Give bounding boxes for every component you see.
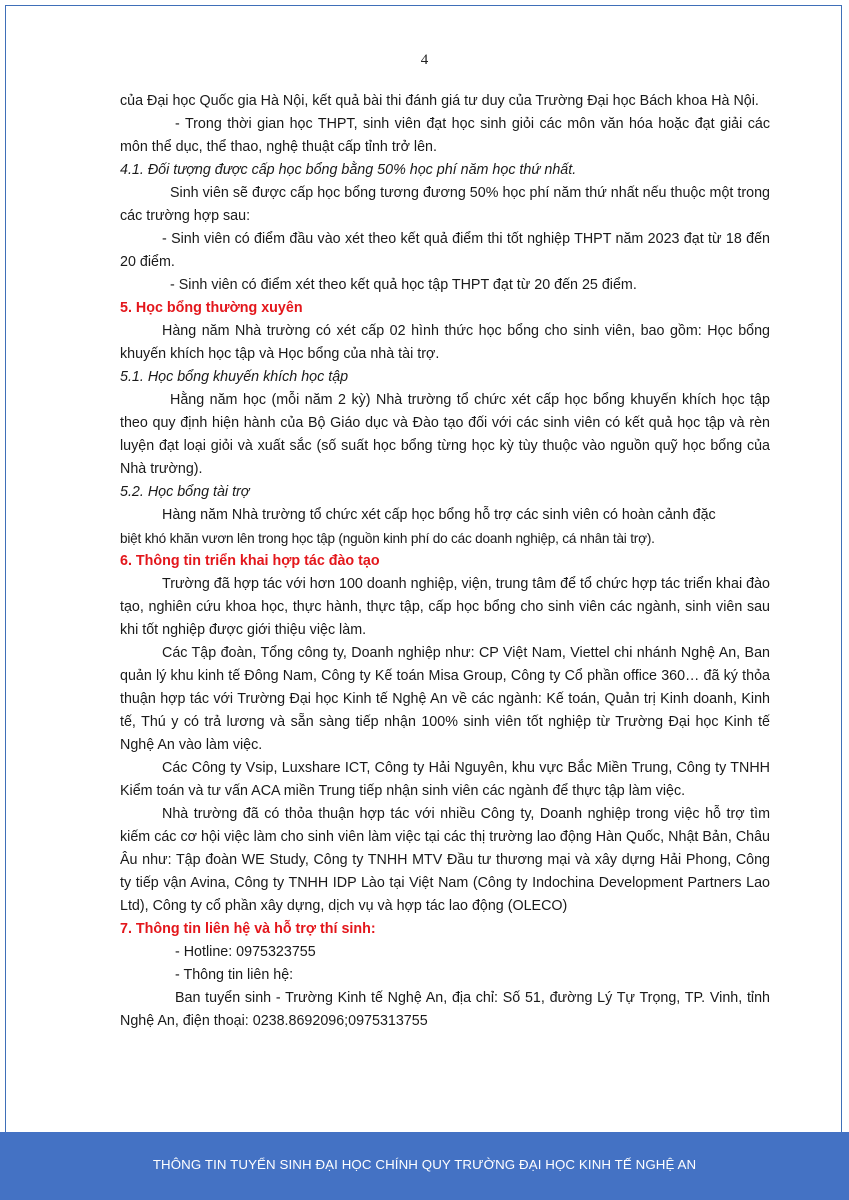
paragraph: Hàng năm Nhà trường có xét cấp 02 hình thức học bổng cho sinh viên, bao gồm: Học bổng khuyến khích học tập và Học bổng của nhà tài trợ. — [120, 323, 770, 362]
paragraph: Các Công ty Vsip, Luxshare ICT, Công ty Hải Nguyên, khu vực Bắc Miền Trung, Công ty TNHH Kiểm toán và tư vấn ACA miền Trung tiếp nhận sinh viên các ngành để thực tập làm việc. — [120, 760, 770, 799]
footer-text: THÔNG TIN TUYỂN SINH ĐẠI HỌC CHÍNH QUY TRƯỜNG ĐẠI HỌC KINH TẾ NGHỆ AN — [152, 1157, 697, 1172]
heading-5: 5. Học bổng thường xuyên — [120, 300, 303, 316]
document-body — [120, 90, 770, 1033]
paragraph: Trường đã hợp tác với hơn 100 doanh nghiệp, viện, trung tâm để tổ chức hợp tác triển khai đào tạo, nghiên cứu khoa học, thực hành, thực tập, cấp học bổng cho sinh viên các ngành, sinh viên sau khi tốt nghiệp được giới thiệu việc làm. — [120, 576, 770, 638]
paragraph: Sinh viên sẽ được cấp học bổng tương đương 50% học phí năm thứ nhất nếu thuộc một trong các trường hợp sau: — [120, 185, 770, 224]
contact-address: Ban tuyển sinh - Trường Kinh tế Nghệ An, địa chỉ: Số 51, đường Lý Tự Trọng, TP. Vinh, tỉnh Nghệ An, điện thoại: 0238.8692096;0975313755 — [120, 990, 770, 1029]
paragraph: Các Tập đoàn, Tổng công ty, Doanh nghiệp như: CP Việt Nam, Viettel chi nhánh Nghệ An, Ban quản lý khu kinh tế Đông Nam, Công ty Kế toán Misa Group, Công ty Cổ phần office 360… đã ký thỏa thuận hợp tác với Trường Đại học Kinh tế Nghệ An về các ngành: Kế toán, Quản trị Kinh doanh, Kinh tế, Thú y có trả lương và sẵn sàng tiếp nhận 100% sinh viên tốt nghiệp từ Trường Đại học Kinh tế Nghệ An vào làm việc. — [120, 645, 770, 753]
paragraph: của Đại học Quốc gia Hà Nội, kết quả bài thi đánh giá tư duy của Trường Đại học Bách khoa Hà Nội. — [120, 93, 759, 109]
list-item: - Sinh viên có điểm đầu vào xét theo kết quả điểm thi tốt nghiệp THPT năm 2023 đạt từ 18 đến 20 điểm. — [120, 231, 770, 270]
list-item: - Sinh viên có điểm xét theo kết quả học tập THPT đạt từ 20 đến 25 điểm. — [170, 277, 637, 293]
paragraph: Hàng năm Nhà trường tổ chức xét cấp học bổng hỗ trợ các sinh viên có hoàn cảnh đặc — [162, 507, 716, 523]
subheading-5-1: 5.1. Học bổng khuyến khích học tập — [120, 369, 349, 385]
page-number: 4 — [420, 52, 429, 68]
footer-bar — [0, 1132, 849, 1200]
paragraph: - Trong thời gian học THPT, sinh viên đạt học sinh giỏi các môn văn hóa hoặc đạt giải các môn thể dục, thể thao, nghệ thuật cấp tỉnh trở lên. — [120, 116, 770, 155]
subheading-4-1: 4.1. Đối tượng được cấp học bổng bằng 50% học phí năm học thứ nhất. — [120, 162, 577, 178]
hotline: - Hotline: 0975323755 — [175, 944, 316, 960]
paragraph: Hằng năm học (mỗi năm 2 kỳ) Nhà trường tổ chức xét cấp học bổng khuyến khích học tập theo quy định hiện hành của Bộ Giáo dục và Đào tạo đối với các sinh viên có kết quả học tập và rèn luyện đạt loại giỏi và xuất sắc (số suất học bổng từng học kỳ tùy thuộc vào nguồn quỹ học bổng của Nhà trường). — [120, 392, 770, 477]
contact-label: - Thông tin liên hệ: — [175, 967, 294, 983]
heading-6: 6. Thông tin triển khai hợp tác đào tạo — [120, 553, 380, 569]
paragraph-continued: biệt khó khăn vươn lên trong học tập (nguồn kinh phí do các doanh nghiệp, cá nhân tài trợ). — [120, 531, 655, 546]
subheading-5-2: 5.2. Học bổng tài trợ — [120, 484, 250, 500]
paragraph: Nhà trường đã có thỏa thuận hợp tác với nhiều Công ty, Doanh nghiệp trong việc hỗ trợ tìm kiếm các cơ hội việc làm cho sinh viên làm việc tại các thị trường lao động Hàn Quốc, Nhật Bản, Châu Âu như: Tập đoàn WE Study, Công ty TNHH MTV Đầu tư thương mại và xây dựng Hải Phong, Công ty tiếp vận Avina, Công ty TNHH IDP Lào tại Việt Nam (Công ty Indochina Development Partners Lao Ltd), Công ty cổ phần xây dựng, dịch vụ và hợp tác lao động (OLECO) — [120, 806, 770, 914]
heading-7: 7. Thông tin liên hệ và hỗ trợ thí sinh: — [120, 921, 376, 937]
